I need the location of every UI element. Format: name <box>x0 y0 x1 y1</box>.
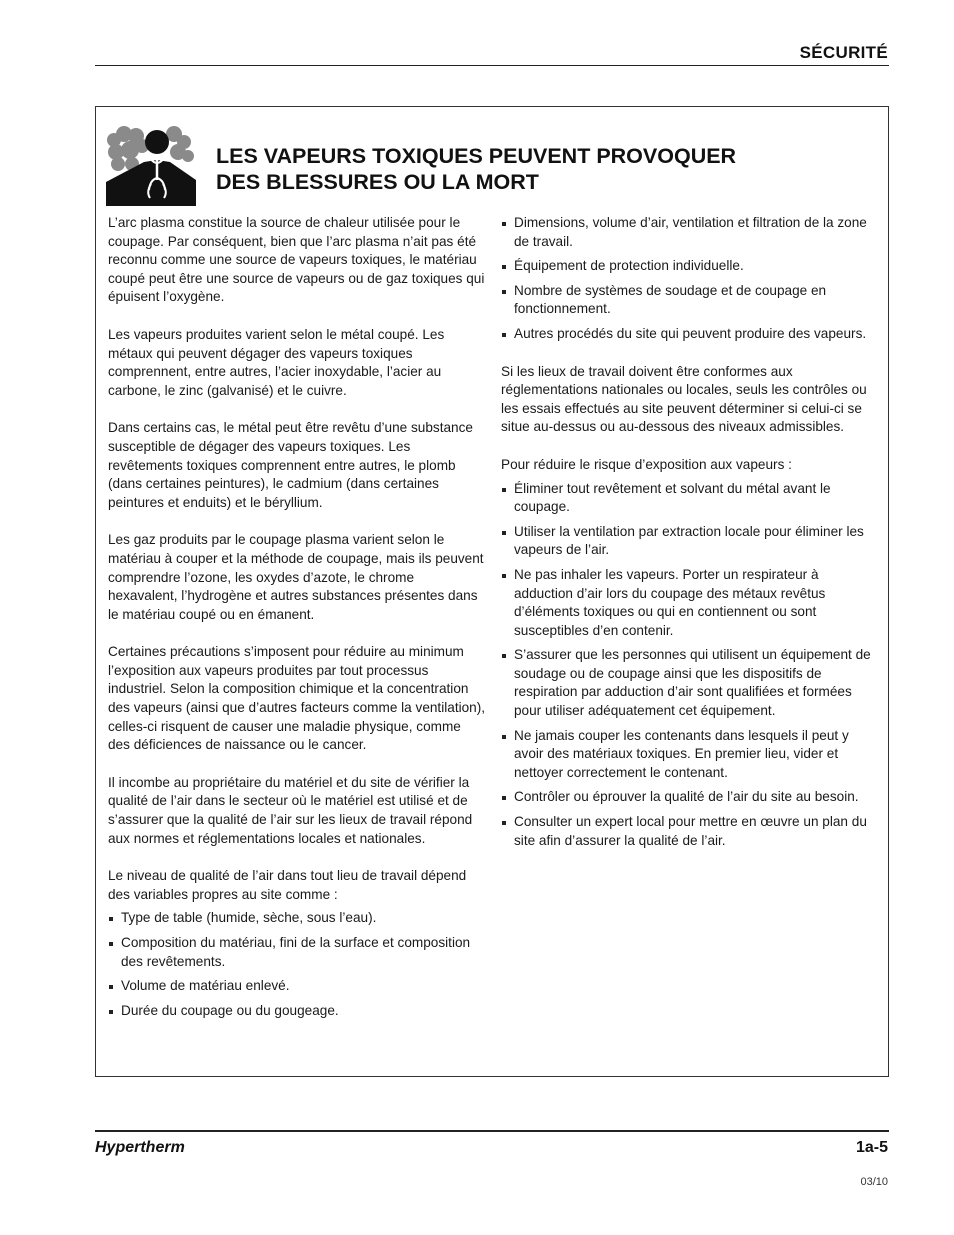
list-item: Équipement de protection individuelle. <box>501 257 879 276</box>
paragraph-compliance: Si les lieux de travail doivent être conformes aux réglementations nationales ou locales, seuls les contrôles ou les essais effectués au site peuvent déterminer si celui-ci se situe au-dessus ou au-dessous des niveaux admissibles. <box>501 363 867 435</box>
list-item: S’assurer que les personnes qui utilisent un équipement de soudage ou de coupage ainsi que les dispositifs de respiration par adduction d’air sont qualifiées et formées pour utiliser adéquatement cet équipement. <box>501 646 879 720</box>
header-divider <box>95 65 889 66</box>
footer-divider <box>95 1130 889 1132</box>
list-item: Ne jamais couper les contenants dans lesquels il peut y avoir des matériaux toxiques. En premier lieu, vider et nettoyer correctement le contenant. <box>501 727 879 783</box>
toxic-fumes-icon <box>104 120 196 206</box>
paragraph-metals: Les vapeurs produites varient selon le métal coupé. Les métaux qui peuvent dégager des vapeurs toxiques comprennent, entre autres, l’acier inoxydable, l’acier au carbone, le zinc (galvanisé) et le cuivre. <box>108 326 445 398</box>
list-item: Ne pas inhaler les vapeurs. Porter un respirateur à adduction d’air lors du coupage des métaux revêtus d’éléments toxiques ou qui en contiennent ou sont susceptibles d’en contenir. <box>501 566 879 640</box>
list-item: Type de table (humide, sèche, sous l’eau). <box>108 909 486 928</box>
warning-title-line-2: DES BLESSURES OU LA MORT <box>216 170 539 194</box>
paragraph-owner-responsibility: Il incombe au propriétaire du matériel et du site de vérifier la qualité de l’air dans le secteur où le matériel est utilisé et de s’assurer que la qualité de l’air sur les lieux de travail répond aux normes et réglementations locales et nationales. <box>108 774 473 846</box>
section-title: SÉCURITÉ <box>799 43 888 62</box>
revision-date: 03/10 <box>860 1176 888 1188</box>
variables-intro: Le niveau de qualité de l’air dans tout lieu de travail dépend des variables propres au site comme : <box>108 868 467 902</box>
reduce-risk-list <box>501 480 879 851</box>
list-item: Composition du matériau, fini de la surface et composition des revêtements. <box>108 934 486 971</box>
list-item: Durée du coupage ou du gougeage. <box>108 1002 486 1021</box>
left-column <box>108 214 486 1039</box>
list-item: Éliminer tout revêtement et solvant du métal avant le coupage. <box>501 480 879 517</box>
list-item: Volume de matériau enlevé. <box>108 977 486 996</box>
variables-list <box>108 909 486 1020</box>
right-column <box>501 214 879 869</box>
warning-title-line-1: LES VAPEURS TOXIQUES PEUVENT PROVOQUER <box>216 144 737 168</box>
warning-title <box>216 143 836 195</box>
list-item: Consulter un expert local pour mettre en œuvre un plan du site afin d’assurer la qualité de l’air. <box>501 813 879 850</box>
list-item: Autres procédés du site qui peuvent produire des vapeurs. <box>501 325 879 344</box>
page-number: 1a-5 <box>855 1139 888 1156</box>
reduce-risk-intro: Pour réduire le risque d’exposition aux vapeurs : <box>501 456 792 472</box>
paragraph-heat-source: L’arc plasma constitue la source de chaleur utilisée pour le coupage. Par conséquent, bien que l’arc plasma n’ait pas été reconnu comme une source de vapeurs toxiques, le matériau coupé peut être une source de vapeurs ou de gaz toxiques qui épuisent l’oxygène. <box>108 215 485 305</box>
variables-list-continued <box>501 214 879 344</box>
paragraph-coatings: Dans certains cas, le métal peut être revêtu d’une substance susceptible de dégager des vapeurs toxiques. Les revêtements toxiques comprennent entre autres, le plomb (dans certaines peintures), le cadmium (dans certaines peintures et enduits) et le béryllium. <box>108 420 473 510</box>
paragraph-gases: Les gaz produits par le coupage plasma varient selon le matériau à couper et la méthode de coupage, mais ils peuvent comprendre l’ozone, les oxydes d’azote, le chrome hexavalent, l’hydrogène et autres substances présentes dans le matériau coupé ou en émanent. <box>108 532 484 622</box>
list-item: Nombre de systèmes de soudage et de coupage en fonctionnement. <box>501 282 879 319</box>
list-item: Dimensions, volume d’air, ventilation et filtration de la zone de travail. <box>501 214 879 251</box>
brand-name: Hypertherm <box>95 1139 185 1156</box>
list-item: Contrôler ou éprouver la qualité de l’air du site au besoin. <box>501 788 879 807</box>
paragraph-precautions: Certaines précautions s’imposent pour réduire au minimum l’exposition aux vapeurs produites par tout processus industriel. Selon la composition chimique et la concentration des vapeurs (ainsi que d’autres facteurs comme la ventilation), celles-ci risquent de causer une maladie physique, comme des déficiences de naissance ou le cancer. <box>108 644 486 753</box>
list-item: Utiliser la ventilation par extraction locale pour éliminer les vapeurs de l’air. <box>501 523 879 560</box>
